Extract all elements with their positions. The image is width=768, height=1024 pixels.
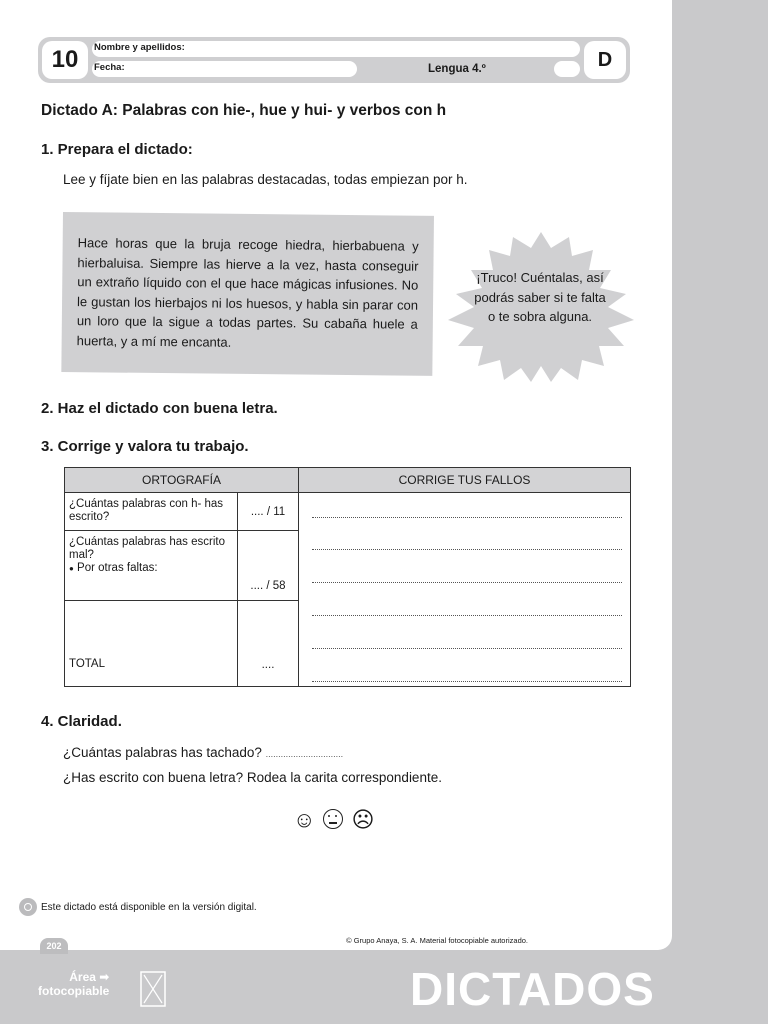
correction-line[interactable] (312, 648, 622, 649)
section-4-heading: 4. Claridad. (41, 713, 122, 730)
section-1-heading: 1. Prepara el dictado: (41, 141, 193, 158)
page-title: Dictado A: Palabras con hie-, hue y hui- y verbos con h (41, 102, 447, 119)
dictation-text: Hace horas que la bruja recoge hiedra, hierbabuena y hierbaluisa. Siempre las hierve a la vez, hasta conseguir un extraño líquido con el que hace mágicas infusiones. No le gustan los hierbajos ni los huesos, y habla sin parar con un loro que la sigue a todas partes. Su cabaña huele a huerta, y a mí me encanta. (76, 235, 419, 350)
dictation-text-box (61, 212, 434, 376)
happy-face-icon[interactable]: ☺ (293, 807, 324, 832)
question-other-errors: Por otras faltas: (77, 562, 158, 574)
grading-table (64, 467, 631, 687)
claridad-question-2: ¿Has escrito con buena letra? Rodea la carita correspondiente. (63, 770, 442, 785)
date-field[interactable] (92, 61, 357, 77)
name-field[interactable] (92, 41, 580, 57)
section-1-instruction: Lee y fíjate bien en las palabras destacadas, todas empiezan por h. (63, 172, 468, 187)
claridad-q1-blank[interactable]: ............................... (265, 749, 344, 759)
correction-line[interactable] (312, 582, 622, 583)
name-label: Nombre y apellidos: (94, 42, 185, 53)
subject-label: Lengua 4.º (428, 63, 486, 75)
page-number: 202 (40, 938, 68, 954)
correction-line[interactable] (312, 615, 622, 616)
tip-text: ¡Truco! Cuéntalas, así podrás saber si te falta o te sobra alguna. (474, 270, 606, 324)
bullet-icon: ● (69, 564, 74, 573)
header-bar (38, 37, 630, 83)
section-2-heading: 2. Haz el dictado con buena letra. (41, 400, 278, 417)
score-other-errors[interactable]: .... / 58 (238, 531, 299, 601)
arrow-right-icon: ➡ (99, 970, 110, 984)
copyright: © Grupo Anaya, S. A. Material fotocopiable autorizado. (346, 936, 528, 945)
table-row-question: ¿Cuántas palabras con h- has escrito? (65, 493, 238, 531)
score-total[interactable]: .... (238, 601, 299, 687)
area-fotocopiable-label (38, 970, 109, 998)
photocopy-icon (140, 971, 166, 1007)
claridad-question-1 (63, 745, 343, 760)
digital-version-note: Este dictado está disponible en la versión digital. (41, 902, 257, 913)
neutral-face-icon[interactable] (323, 809, 343, 829)
table-header-corrige: CORRIGE TUS FALLOS (299, 468, 631, 493)
section-3-heading: 3. Corrige y valora tu trabajo. (41, 438, 249, 455)
brand-title: DICTADOS (410, 963, 655, 1015)
sad-face-icon[interactable]: ☹ (351, 807, 383, 832)
table-header-ortografia: ORTOGRAFÍA (65, 468, 299, 493)
date-label: Fecha: (94, 62, 125, 73)
faces-row (293, 807, 382, 833)
table-row-question (65, 531, 238, 601)
correction-line[interactable] (312, 681, 622, 682)
level-letter: D (584, 41, 626, 79)
correction-line[interactable] (312, 517, 622, 518)
area-line1: Área (69, 970, 96, 984)
claridad-q1-text: ¿Cuántas palabras has tachado? (63, 745, 262, 760)
corrections-area[interactable] (299, 493, 631, 687)
grade-field[interactable] (554, 61, 580, 77)
unit-number: 10 (42, 41, 88, 79)
total-label: TOTAL (65, 601, 238, 687)
question-wrong-words: ¿Cuántas palabras has escrito mal? (69, 536, 225, 561)
correction-line[interactable] (312, 549, 622, 550)
score-h-words[interactable]: .... / 11 (238, 493, 299, 531)
disc-icon (19, 898, 37, 916)
area-line2: fotocopiable (38, 984, 110, 998)
